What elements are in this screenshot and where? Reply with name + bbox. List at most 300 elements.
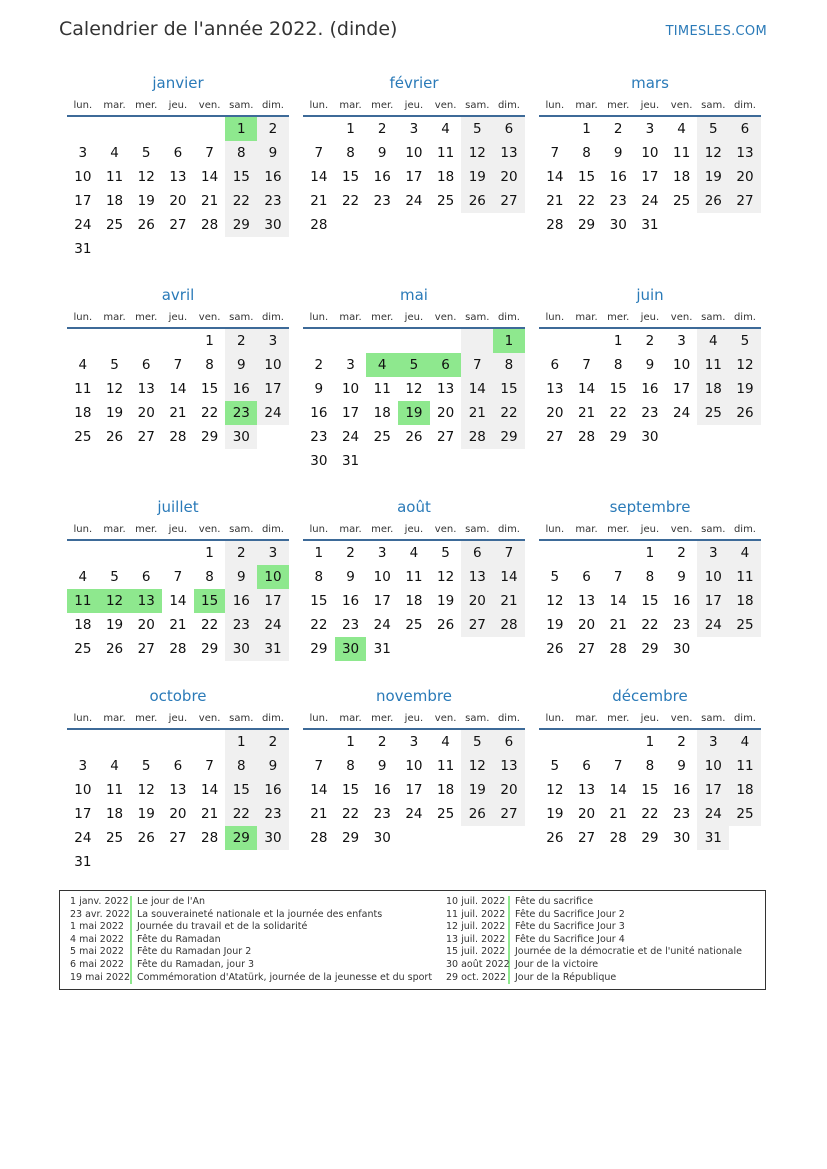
day-cell[interactable]: 11 xyxy=(437,145,455,161)
day-cell[interactable]: 31 xyxy=(373,641,391,657)
day-cell[interactable]: 23 xyxy=(257,189,289,213)
day-cell[interactable]: 28 xyxy=(493,613,525,637)
day-cell[interactable]: 19 xyxy=(546,806,564,822)
day-cell[interactable]: 6 xyxy=(582,758,591,774)
day-cell[interactable]: 30 xyxy=(225,425,257,449)
day-cell[interactable]: 18 xyxy=(697,377,729,401)
day-cell[interactable]: 21 xyxy=(609,617,627,633)
day-cell[interactable]: 31 xyxy=(74,241,92,257)
day-cell[interactable]: 6 xyxy=(493,117,525,141)
day-cell[interactable]: 2 xyxy=(645,333,655,349)
day-cell[interactable]: 30 xyxy=(673,641,691,657)
day-cell[interactable]: 18 xyxy=(437,782,455,798)
day-cell[interactable]: 21 xyxy=(201,806,219,822)
day-cell[interactable]: 7 xyxy=(461,353,493,377)
day-cell[interactable]: 4 xyxy=(409,545,419,561)
day-cell[interactable]: 21 xyxy=(493,589,525,613)
holiday-day-cell[interactable]: 23 xyxy=(225,401,257,425)
day-cell[interactable]: 22 xyxy=(201,405,219,421)
day-cell[interactable]: 28 xyxy=(201,830,219,846)
day-cell[interactable]: 11 xyxy=(697,353,729,377)
day-cell[interactable]: 20 xyxy=(546,405,564,421)
day-cell[interactable]: 24 xyxy=(373,617,391,633)
day-cell[interactable]: 3 xyxy=(257,329,289,353)
day-cell[interactable]: 8 xyxy=(346,145,355,161)
day-cell[interactable]: 20 xyxy=(493,778,525,802)
day-cell[interactable]: 30 xyxy=(641,429,659,445)
day-cell[interactable]: 9 xyxy=(645,357,655,373)
day-cell[interactable]: 1 xyxy=(582,121,591,137)
day-cell[interactable]: 23 xyxy=(641,405,659,421)
day-cell[interactable]: 13 xyxy=(729,141,761,165)
day-cell[interactable]: 28 xyxy=(609,641,627,657)
day-cell[interactable]: 15 xyxy=(609,381,627,397)
day-cell[interactable]: 1 xyxy=(314,545,324,561)
day-cell[interactable]: 31 xyxy=(257,637,289,661)
day-cell[interactable]: 29 xyxy=(609,429,627,445)
day-cell[interactable]: 15 xyxy=(641,593,659,609)
day-cell[interactable]: 22 xyxy=(577,193,596,209)
day-cell[interactable]: 27 xyxy=(577,830,596,846)
day-cell[interactable]: 6 xyxy=(493,730,525,754)
day-cell[interactable]: 22 xyxy=(225,802,257,826)
day-cell[interactable]: 29 xyxy=(201,641,219,657)
holiday-day-cell[interactable]: 12 xyxy=(99,589,131,613)
day-cell[interactable]: 19 xyxy=(546,617,564,633)
holiday-day-cell[interactable]: 11 xyxy=(67,589,99,613)
holiday-day-cell[interactable]: 1 xyxy=(225,117,257,141)
day-cell[interactable]: 12 xyxy=(729,353,761,377)
day-cell[interactable]: 26 xyxy=(729,401,761,425)
day-cell[interactable]: 5 xyxy=(110,569,119,585)
day-cell[interactable]: 5 xyxy=(550,758,560,774)
day-cell[interactable]: 26 xyxy=(697,189,729,213)
day-cell[interactable]: 17 xyxy=(74,193,92,209)
day-cell[interactable]: 2 xyxy=(314,357,324,373)
day-cell[interactable]: 10 xyxy=(697,565,729,589)
day-cell[interactable]: 27 xyxy=(493,802,525,826)
day-cell[interactable]: 15 xyxy=(341,169,360,185)
day-cell[interactable]: 2 xyxy=(346,545,355,561)
day-cell[interactable]: 14 xyxy=(310,169,328,185)
day-cell[interactable]: 2 xyxy=(257,117,289,141)
day-cell[interactable]: 3 xyxy=(377,545,387,561)
day-cell[interactable]: 9 xyxy=(377,145,387,161)
day-cell[interactable]: 17 xyxy=(257,589,289,613)
day-cell[interactable]: 15 xyxy=(225,778,257,802)
day-cell[interactable]: 29 xyxy=(310,641,328,657)
day-cell[interactable]: 12 xyxy=(105,381,124,397)
day-cell[interactable]: 16 xyxy=(310,405,328,421)
day-cell[interactable]: 14 xyxy=(169,593,187,609)
day-cell[interactable]: 1 xyxy=(346,734,355,750)
day-cell[interactable]: 1 xyxy=(205,545,214,561)
day-cell[interactable]: 14 xyxy=(493,565,525,589)
day-cell[interactable]: 1 xyxy=(613,333,623,349)
day-cell[interactable]: 10 xyxy=(74,782,92,798)
day-cell[interactable]: 24 xyxy=(257,613,289,637)
day-cell[interactable]: 5 xyxy=(141,145,151,161)
day-cell[interactable]: 25 xyxy=(673,193,691,209)
day-cell[interactable]: 13 xyxy=(493,754,525,778)
day-cell[interactable]: 4 xyxy=(110,758,119,774)
day-cell[interactable]: 24 xyxy=(673,405,691,421)
day-cell[interactable]: 25 xyxy=(697,401,729,425)
day-cell[interactable]: 17 xyxy=(341,405,360,421)
day-cell[interactable]: 18 xyxy=(105,193,124,209)
day-cell[interactable]: 11 xyxy=(437,758,455,774)
day-cell[interactable]: 16 xyxy=(641,381,659,397)
day-cell[interactable]: 13 xyxy=(461,565,493,589)
day-cell[interactable]: 3 xyxy=(409,121,419,137)
day-cell[interactable]: 23 xyxy=(673,617,691,633)
day-cell[interactable]: 7 xyxy=(493,541,525,565)
day-cell[interactable]: 3 xyxy=(257,541,289,565)
day-cell[interactable]: 8 xyxy=(205,357,214,373)
day-cell[interactable]: 21 xyxy=(310,193,328,209)
day-cell[interactable]: 23 xyxy=(257,802,289,826)
day-cell[interactable]: 25 xyxy=(729,613,761,637)
day-cell[interactable]: 17 xyxy=(405,169,423,185)
day-cell[interactable]: 1 xyxy=(645,734,655,750)
day-cell[interactable]: 28 xyxy=(461,425,493,449)
day-cell[interactable]: 16 xyxy=(225,377,257,401)
day-cell[interactable]: 5 xyxy=(141,758,151,774)
day-cell[interactable]: 18 xyxy=(373,405,391,421)
day-cell[interactable]: 13 xyxy=(493,141,525,165)
day-cell[interactable]: 6 xyxy=(582,569,591,585)
day-cell[interactable]: 13 xyxy=(546,381,564,397)
day-cell[interactable]: 24 xyxy=(697,802,729,826)
day-cell[interactable]: 30 xyxy=(225,637,257,661)
day-cell[interactable]: 1 xyxy=(205,333,214,349)
holiday-day-cell[interactable]: 30 xyxy=(335,637,367,661)
day-cell[interactable]: 29 xyxy=(201,429,219,445)
day-cell[interactable]: 21 xyxy=(169,617,187,633)
day-cell[interactable]: 19 xyxy=(461,165,493,189)
day-cell[interactable]: 29 xyxy=(641,641,659,657)
day-cell[interactable]: 25 xyxy=(373,429,391,445)
day-cell[interactable]: 2 xyxy=(257,730,289,754)
day-cell[interactable]: 8 xyxy=(205,569,214,585)
day-cell[interactable]: 17 xyxy=(697,778,729,802)
day-cell[interactable]: 12 xyxy=(137,169,155,185)
day-cell[interactable]: 12 xyxy=(405,381,423,397)
day-cell[interactable]: 9 xyxy=(677,569,686,585)
day-cell[interactable]: 10 xyxy=(697,754,729,778)
day-cell[interactable]: 2 xyxy=(613,121,623,137)
day-cell[interactable]: 5 xyxy=(461,117,493,141)
day-cell[interactable]: 22 xyxy=(493,401,525,425)
day-cell[interactable]: 11 xyxy=(74,381,92,397)
day-cell[interactable]: 3 xyxy=(78,145,88,161)
day-cell[interactable]: 10 xyxy=(673,357,691,373)
day-cell[interactable]: 26 xyxy=(546,641,564,657)
day-cell[interactable]: 19 xyxy=(137,806,155,822)
day-cell[interactable]: 8 xyxy=(314,569,324,585)
day-cell[interactable]: 26 xyxy=(546,830,564,846)
day-cell[interactable]: 11 xyxy=(373,381,391,397)
day-cell[interactable]: 4 xyxy=(441,121,450,137)
day-cell[interactable]: 18 xyxy=(74,617,92,633)
day-cell[interactable]: 11 xyxy=(405,569,423,585)
day-cell[interactable]: 15 xyxy=(577,169,596,185)
day-cell[interactable]: 20 xyxy=(577,806,596,822)
day-cell[interactable]: 16 xyxy=(257,778,289,802)
day-cell[interactable]: 12 xyxy=(546,593,564,609)
day-cell[interactable]: 17 xyxy=(257,377,289,401)
day-cell[interactable]: 29 xyxy=(225,213,257,237)
day-cell[interactable]: 7 xyxy=(582,357,591,373)
day-cell[interactable]: 5 xyxy=(441,545,450,561)
day-cell[interactable]: 9 xyxy=(677,758,686,774)
holiday-day-cell[interactable]: 19 xyxy=(398,401,430,425)
day-cell[interactable]: 19 xyxy=(437,593,455,609)
day-cell[interactable]: 7 xyxy=(314,758,324,774)
day-cell[interactable]: 16 xyxy=(673,593,691,609)
day-cell[interactable]: 31 xyxy=(74,854,92,870)
day-cell[interactable]: 5 xyxy=(729,329,761,353)
day-cell[interactable]: 26 xyxy=(405,429,423,445)
day-cell[interactable]: 14 xyxy=(310,782,328,798)
day-cell[interactable]: 6 xyxy=(141,357,151,373)
day-cell[interactable]: 7 xyxy=(550,145,560,161)
day-cell[interactable]: 22 xyxy=(641,617,659,633)
day-cell[interactable]: 9 xyxy=(257,754,289,778)
day-cell[interactable]: 20 xyxy=(493,165,525,189)
day-cell[interactable]: 24 xyxy=(641,193,659,209)
day-cell[interactable]: 22 xyxy=(201,617,219,633)
holiday-day-cell[interactable]: 15 xyxy=(194,589,226,613)
day-cell[interactable]: 3 xyxy=(677,333,686,349)
day-cell[interactable]: 23 xyxy=(609,193,627,209)
day-cell[interactable]: 21 xyxy=(461,401,493,425)
day-cell[interactable]: 31 xyxy=(697,826,729,850)
day-cell[interactable]: 27 xyxy=(461,613,493,637)
day-cell[interactable]: 4 xyxy=(697,329,729,353)
day-cell[interactable]: 27 xyxy=(493,189,525,213)
day-cell[interactable]: 8 xyxy=(613,357,623,373)
day-cell[interactable]: 24 xyxy=(341,429,360,445)
day-cell[interactable]: 29 xyxy=(577,217,596,233)
day-cell[interactable]: 27 xyxy=(437,429,455,445)
day-cell[interactable]: 10 xyxy=(257,353,289,377)
day-cell[interactable]: 21 xyxy=(169,405,187,421)
day-cell[interactable]: 20 xyxy=(729,165,761,189)
day-cell[interactable]: 21 xyxy=(546,193,564,209)
day-cell[interactable]: 3 xyxy=(645,121,655,137)
day-cell[interactable]: 1 xyxy=(346,121,355,137)
day-cell[interactable]: 7 xyxy=(613,569,623,585)
day-cell[interactable]: 20 xyxy=(169,806,187,822)
day-cell[interactable]: 30 xyxy=(609,217,627,233)
day-cell[interactable]: 6 xyxy=(173,758,183,774)
day-cell[interactable]: 19 xyxy=(729,377,761,401)
day-cell[interactable]: 8 xyxy=(582,145,591,161)
day-cell[interactable]: 18 xyxy=(729,589,761,613)
day-cell[interactable]: 27 xyxy=(169,830,187,846)
day-cell[interactable]: 7 xyxy=(205,758,214,774)
day-cell[interactable]: 8 xyxy=(346,758,355,774)
day-cell[interactable]: 4 xyxy=(677,121,686,137)
day-cell[interactable]: 12 xyxy=(137,782,155,798)
day-cell[interactable]: 26 xyxy=(461,802,493,826)
day-cell[interactable]: 28 xyxy=(546,217,564,233)
day-cell[interactable]: 27 xyxy=(729,189,761,213)
day-cell[interactable]: 25 xyxy=(74,641,92,657)
day-cell[interactable]: 22 xyxy=(310,617,328,633)
day-cell[interactable]: 17 xyxy=(673,381,691,397)
day-cell[interactable]: 9 xyxy=(225,565,257,589)
day-cell[interactable]: 9 xyxy=(314,381,324,397)
day-cell[interactable]: 27 xyxy=(137,641,155,657)
day-cell[interactable]: 26 xyxy=(105,429,124,445)
day-cell[interactable]: 6 xyxy=(461,541,493,565)
day-cell[interactable]: 14 xyxy=(546,169,564,185)
day-cell[interactable]: 14 xyxy=(201,782,219,798)
day-cell[interactable]: 21 xyxy=(577,405,596,421)
day-cell[interactable]: 23 xyxy=(225,613,257,637)
day-cell[interactable]: 1 xyxy=(225,730,257,754)
day-cell[interactable]: 2 xyxy=(225,541,257,565)
day-cell[interactable]: 6 xyxy=(173,145,183,161)
day-cell[interactable]: 24 xyxy=(405,806,423,822)
day-cell[interactable]: 22 xyxy=(609,405,627,421)
day-cell[interactable]: 27 xyxy=(577,641,596,657)
day-cell[interactable]: 21 xyxy=(201,193,219,209)
day-cell[interactable]: 24 xyxy=(697,613,729,637)
holiday-day-cell[interactable]: 6 xyxy=(430,353,462,377)
day-cell[interactable]: 8 xyxy=(645,758,655,774)
day-cell[interactable]: 3 xyxy=(409,734,419,750)
day-cell[interactable]: 5 xyxy=(110,357,119,373)
day-cell[interactable]: 22 xyxy=(341,193,360,209)
day-cell[interactable]: 30 xyxy=(257,213,289,237)
day-cell[interactable]: 21 xyxy=(609,806,627,822)
day-cell[interactable]: 31 xyxy=(641,217,659,233)
day-cell[interactable]: 25 xyxy=(437,806,455,822)
holiday-day-cell[interactable]: 10 xyxy=(257,565,289,589)
day-cell[interactable]: 15 xyxy=(201,381,219,397)
day-cell[interactable]: 13 xyxy=(137,381,155,397)
day-cell[interactable]: 10 xyxy=(373,569,391,585)
day-cell[interactable]: 18 xyxy=(673,169,691,185)
site-link[interactable]: TIMESLES.COM xyxy=(665,24,767,39)
day-cell[interactable]: 18 xyxy=(405,593,423,609)
day-cell[interactable]: 29 xyxy=(493,425,525,449)
day-cell[interactable]: 2 xyxy=(225,329,257,353)
day-cell[interactable]: 15 xyxy=(225,165,257,189)
day-cell[interactable]: 20 xyxy=(577,617,596,633)
day-cell[interactable]: 27 xyxy=(169,217,187,233)
day-cell[interactable]: 26 xyxy=(461,189,493,213)
day-cell[interactable]: 4 xyxy=(78,357,88,373)
day-cell[interactable]: 31 xyxy=(341,453,360,469)
day-cell[interactable]: 13 xyxy=(169,782,187,798)
day-cell[interactable]: 7 xyxy=(613,758,623,774)
day-cell[interactable]: 11 xyxy=(729,565,761,589)
day-cell[interactable]: 7 xyxy=(173,569,183,585)
day-cell[interactable]: 30 xyxy=(373,830,391,846)
day-cell[interactable]: 18 xyxy=(437,169,455,185)
day-cell[interactable]: 9 xyxy=(225,353,257,377)
day-cell[interactable]: 20 xyxy=(169,193,187,209)
day-cell[interactable]: 11 xyxy=(673,145,691,161)
day-cell[interactable]: 27 xyxy=(137,429,155,445)
day-cell[interactable]: 8 xyxy=(225,141,257,165)
day-cell[interactable]: 29 xyxy=(641,830,659,846)
holiday-day-cell[interactable]: 29 xyxy=(225,826,257,850)
day-cell[interactable]: 2 xyxy=(677,545,686,561)
day-cell[interactable]: 30 xyxy=(257,826,289,850)
day-cell[interactable]: 19 xyxy=(105,617,124,633)
holiday-day-cell[interactable]: 5 xyxy=(398,353,430,377)
day-cell[interactable]: 19 xyxy=(105,405,124,421)
day-cell[interactable]: 13 xyxy=(169,169,187,185)
day-cell[interactable]: 25 xyxy=(405,617,423,633)
day-cell[interactable]: 8 xyxy=(493,353,525,377)
day-cell[interactable]: 18 xyxy=(729,778,761,802)
day-cell[interactable]: 19 xyxy=(137,193,155,209)
day-cell[interactable]: 11 xyxy=(729,754,761,778)
day-cell[interactable]: 9 xyxy=(257,141,289,165)
day-cell[interactable]: 24 xyxy=(405,193,423,209)
day-cell[interactable]: 12 xyxy=(461,141,493,165)
day-cell[interactable]: 12 xyxy=(697,141,729,165)
day-cell[interactable]: 14 xyxy=(609,593,627,609)
day-cell[interactable]: 26 xyxy=(137,217,155,233)
day-cell[interactable]: 16 xyxy=(609,169,627,185)
day-cell[interactable]: 23 xyxy=(373,193,391,209)
day-cell[interactable]: 28 xyxy=(577,429,596,445)
day-cell[interactable]: 8 xyxy=(225,754,257,778)
day-cell[interactable]: 4 xyxy=(78,569,88,585)
day-cell[interactable]: 7 xyxy=(205,145,214,161)
day-cell[interactable]: 19 xyxy=(461,778,493,802)
day-cell[interactable]: 4 xyxy=(441,734,450,750)
day-cell[interactable]: 28 xyxy=(169,641,187,657)
day-cell[interactable]: 21 xyxy=(310,806,328,822)
day-cell[interactable]: 13 xyxy=(437,381,455,397)
day-cell[interactable]: 12 xyxy=(461,754,493,778)
day-cell[interactable]: 3 xyxy=(78,758,88,774)
day-cell[interactable]: 25 xyxy=(105,830,124,846)
day-cell[interactable]: 17 xyxy=(373,593,391,609)
day-cell[interactable]: 23 xyxy=(341,617,360,633)
day-cell[interactable]: 3 xyxy=(697,541,729,565)
day-cell[interactable]: 14 xyxy=(169,381,187,397)
day-cell[interactable]: 7 xyxy=(173,357,183,373)
day-cell[interactable]: 28 xyxy=(201,217,219,233)
day-cell[interactable]: 10 xyxy=(74,169,92,185)
day-cell[interactable]: 15 xyxy=(493,377,525,401)
day-cell[interactable]: 14 xyxy=(609,782,627,798)
day-cell[interactable]: 1 xyxy=(645,545,655,561)
holiday-day-cell[interactable]: 4 xyxy=(366,353,398,377)
day-cell[interactable]: 17 xyxy=(405,782,423,798)
day-cell[interactable]: 16 xyxy=(341,593,360,609)
day-cell[interactable]: 16 xyxy=(673,782,691,798)
day-cell[interactable]: 25 xyxy=(437,193,455,209)
day-cell[interactable]: 20 xyxy=(461,589,493,613)
holiday-day-cell[interactable]: 1 xyxy=(493,329,525,353)
day-cell[interactable]: 20 xyxy=(137,617,155,633)
day-cell[interactable]: 28 xyxy=(169,429,187,445)
day-cell[interactable]: 28 xyxy=(310,830,328,846)
day-cell[interactable]: 6 xyxy=(729,117,761,141)
day-cell[interactable]: 12 xyxy=(546,782,564,798)
day-cell[interactable]: 25 xyxy=(105,217,124,233)
